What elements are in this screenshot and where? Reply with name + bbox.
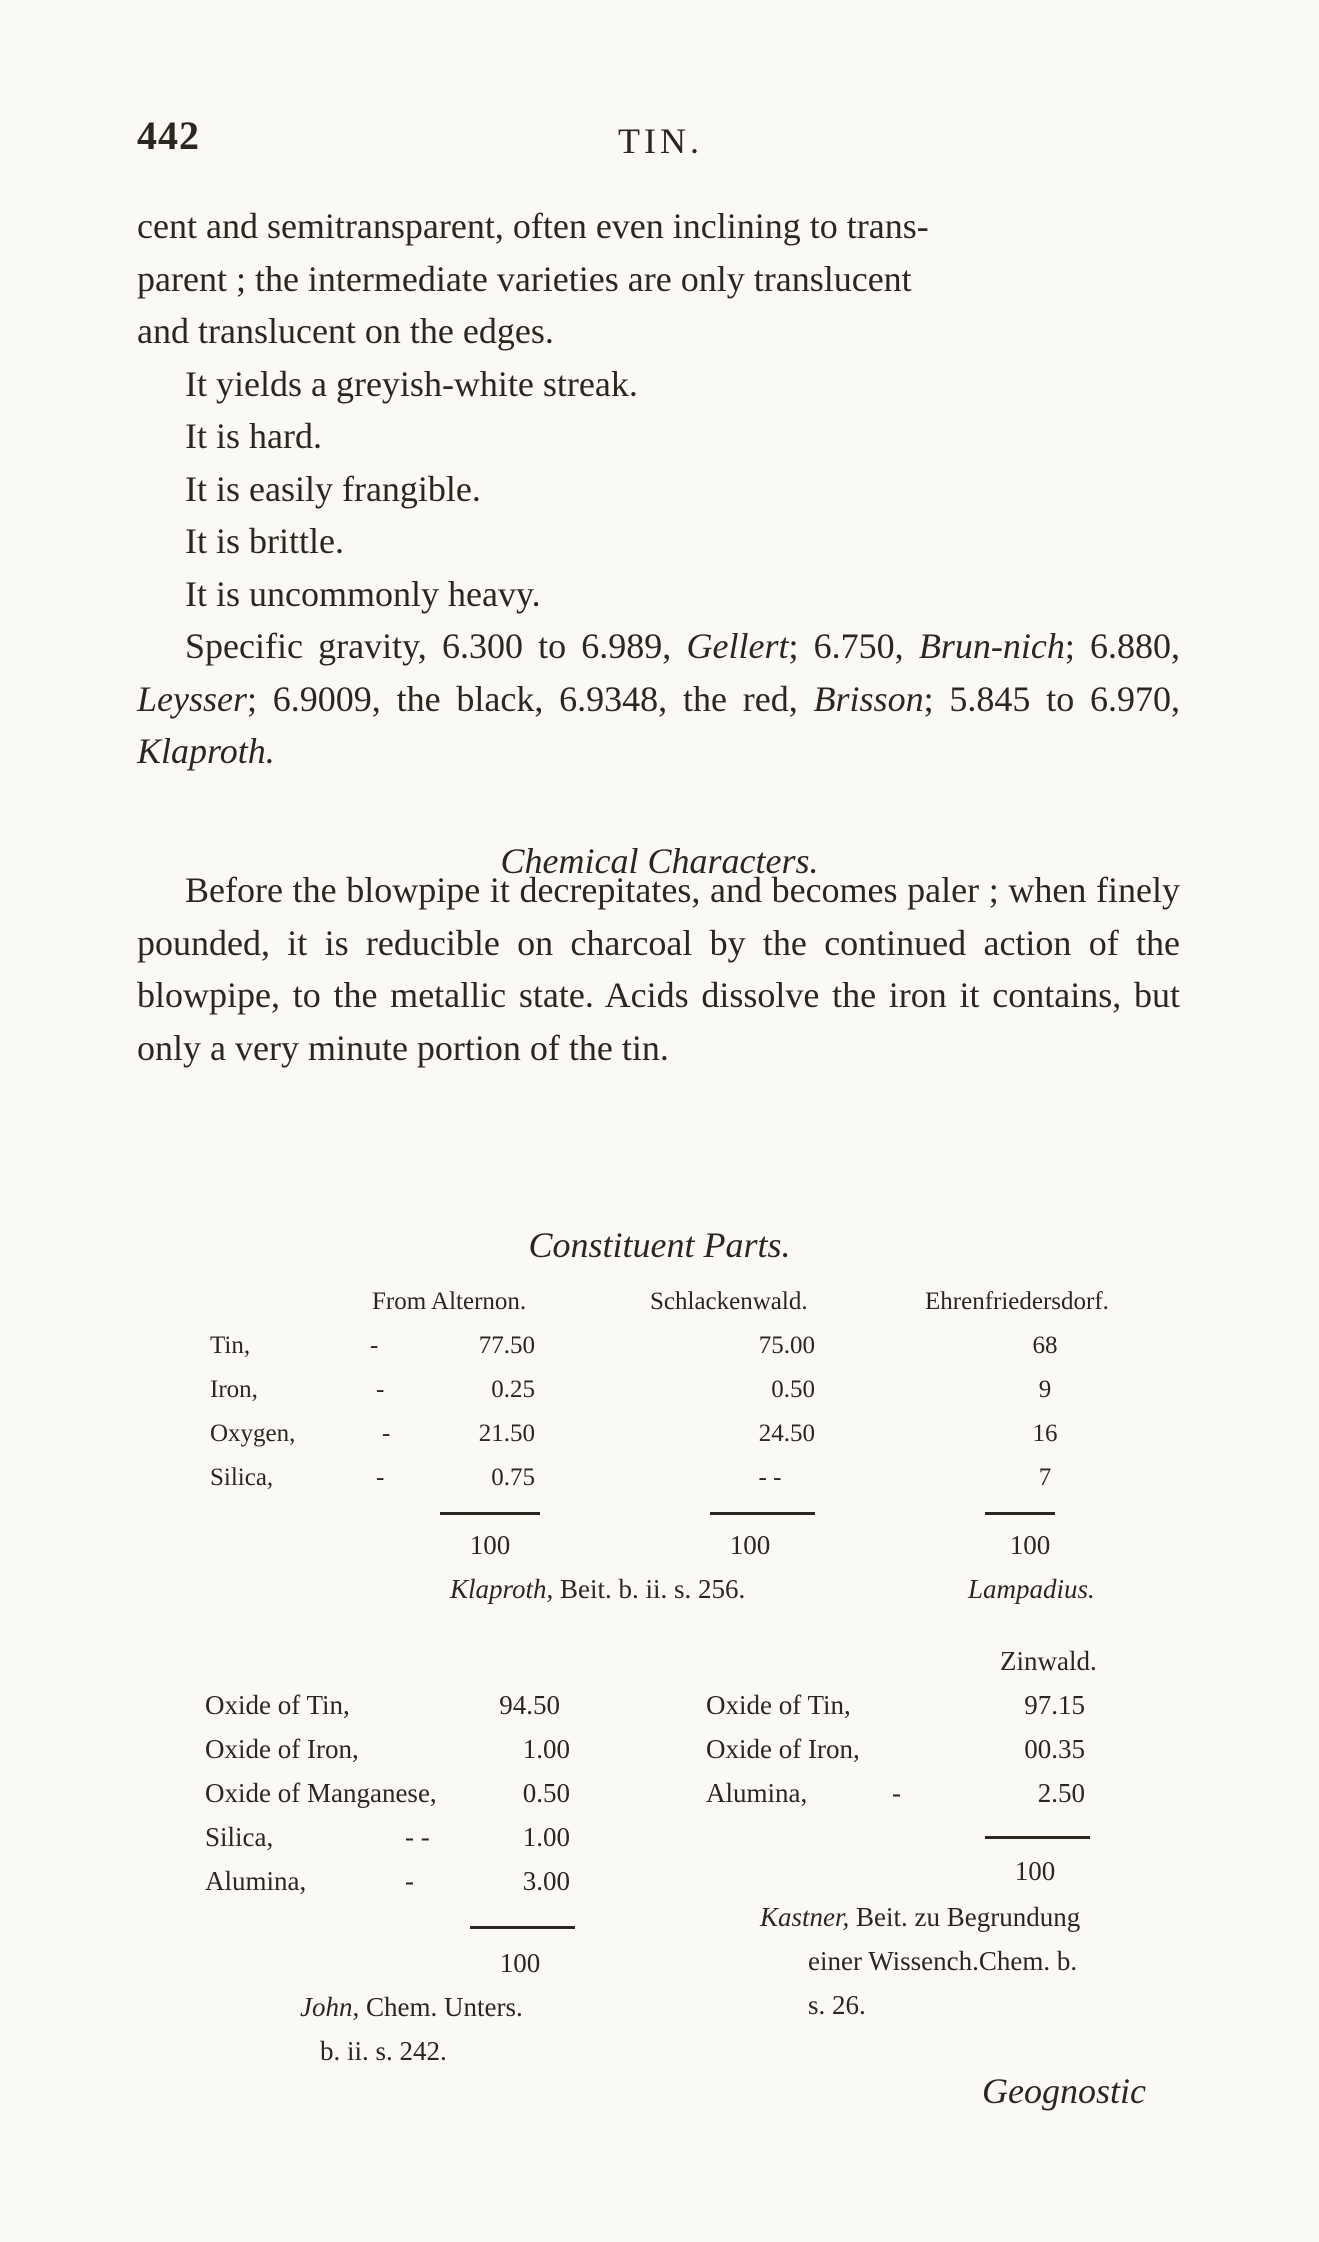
- source-author: John,: [300, 1992, 360, 2022]
- cell-value: 0.25: [491, 1376, 535, 1403]
- cell-value: 68: [1032, 1332, 1058, 1359]
- cell-value: 0.50: [522, 1778, 570, 1808]
- section-heading-constituent: Constituent Parts.: [528, 1225, 791, 1265]
- description-block: [137, 200, 1180, 778]
- source-ref: Beit. b. ii. s. 256.: [560, 1574, 746, 1604]
- row-label: Alumina,: [205, 1866, 307, 1896]
- cell-value: 0.75: [491, 1464, 535, 1491]
- source-ref: b. ii. s. 242.: [320, 2036, 447, 2066]
- cell-value: 7: [1038, 1464, 1052, 1491]
- cell-value: 77.50: [478, 1332, 535, 1359]
- row-dash: -: [376, 1376, 385, 1403]
- cell-value: 24.50: [758, 1420, 815, 1447]
- cell-value: 75.00: [758, 1332, 815, 1359]
- source-ref: Beit. zu Begrundung: [856, 1902, 1081, 1932]
- source-ref: Chem. Unters.: [365, 1992, 523, 2022]
- gravity-value: ; 5.845 to 6.970,: [923, 678, 1181, 719]
- chemical-paragraph: [137, 864, 1180, 1074]
- gravity-value: ; 6.880,: [1064, 626, 1180, 666]
- author-brisson: Brisson: [813, 678, 924, 719]
- total-rule: [985, 1512, 1055, 1515]
- cell-value: 97.15: [1024, 1690, 1085, 1720]
- property-line: It is easily frangible.: [185, 468, 481, 509]
- property-line: It is brittle.: [185, 521, 344, 561]
- cell-value: 1.00: [522, 1734, 570, 1764]
- property-line: It is hard.: [185, 416, 322, 456]
- column-header: Ehrenfriedersdorf.: [925, 1288, 1109, 1315]
- gravity-value: ; 6.750,: [788, 626, 904, 666]
- author-leysser: Leysser: [137, 678, 247, 719]
- gravity-value: ; 6.9009, the black, 6.9348, the red,: [247, 678, 798, 719]
- text-line: parent ; the intermediate varieties are only translucent: [137, 258, 912, 299]
- column-total: 100: [499, 1948, 541, 1978]
- row-label: Silica,: [205, 1822, 274, 1852]
- author-brunnich: Brun-nich: [918, 626, 1065, 666]
- table-heading-zinwald: Zinwald.: [1000, 1646, 1097, 1676]
- page-number: 442: [137, 113, 200, 158]
- row-label: Oxide of Iron,: [205, 1734, 359, 1764]
- row-label: Oxide of Tin,: [205, 1690, 350, 1720]
- cell-value: 94.50: [499, 1690, 560, 1720]
- row-dash: -: [382, 1420, 391, 1447]
- row-dash: -: [370, 1332, 379, 1359]
- section-heading-chemical: Chemical Characters.: [500, 841, 819, 881]
- source-ref: s. 26.: [808, 1990, 866, 2020]
- source-citation: [760, 1902, 1080, 1933]
- cell-value: 2.50: [1037, 1778, 1085, 1808]
- column-total: 100: [1009, 1530, 1051, 1560]
- total-rule: [470, 1926, 575, 1929]
- gravity-lead: Specific gravity, 6.300 to 6.989,: [185, 626, 672, 666]
- row-dash: -: [892, 1778, 901, 1808]
- cell-value: 16: [1032, 1420, 1058, 1447]
- text-line: cent and semitransparent, often even inclining to trans-: [137, 206, 929, 246]
- source-citation: [450, 1574, 745, 1605]
- source-citation: [300, 1992, 523, 2023]
- author-gellert: Gellert: [686, 626, 789, 666]
- source-author: Klaproth,: [450, 1574, 554, 1604]
- cell-value: - -: [758, 1464, 782, 1491]
- author-klaproth: Klaproth.: [137, 731, 275, 771]
- cell-value: 9: [1038, 1376, 1052, 1403]
- row-label: Oxygen,: [210, 1420, 296, 1447]
- cell-value: 21.50: [478, 1420, 535, 1447]
- property-line: It yields a greyish-white streak.: [185, 363, 638, 404]
- column-header: Schlackenwald.: [650, 1288, 808, 1315]
- cell-value: 0.50: [771, 1376, 815, 1403]
- row-label: Iron,: [210, 1376, 258, 1403]
- chemical-text: Before the blowpipe it decrepitates, and becomes paler ; when finely pounded, it is reducible on charcoal by the continued action of the blowpipe, to the metallic state. Acids dissolve the iron it contains, but only a very minute portion of the tin.: [137, 870, 1180, 1068]
- running-title: TIN.: [618, 121, 703, 161]
- property-line: It is uncommonly heavy.: [185, 573, 541, 614]
- specific-gravity: [137, 620, 1180, 778]
- cell-value: 00.35: [1024, 1734, 1085, 1764]
- catchword: Geognostic: [982, 2071, 1146, 2111]
- column-total: 100: [1014, 1856, 1056, 1886]
- row-label: Tin,: [210, 1332, 251, 1359]
- total-rule: [440, 1512, 540, 1515]
- row-label: Alumina,: [706, 1778, 808, 1808]
- row-label: Oxide of Manganese,: [205, 1778, 437, 1808]
- column-total: 100: [469, 1530, 511, 1560]
- cell-value: 1.00: [522, 1822, 570, 1852]
- row-label: Oxide of Tin,: [706, 1690, 851, 1720]
- source-ref: einer Wissench.Chem. b.: [808, 1946, 1078, 1976]
- row-dash: - -: [405, 1822, 430, 1852]
- row-label: Silica,: [210, 1464, 274, 1491]
- source-author: Kastner,: [760, 1902, 850, 1932]
- row-dash: -: [405, 1866, 414, 1896]
- total-rule: [710, 1512, 815, 1515]
- cell-value: 3.00: [522, 1866, 570, 1896]
- text-line: and translucent on the edges.: [137, 311, 554, 351]
- column-header: From Alternon.: [372, 1288, 527, 1315]
- total-rule: [985, 1836, 1090, 1839]
- row-dash: -: [376, 1464, 385, 1491]
- row-label: Oxide of Iron,: [706, 1734, 860, 1764]
- column-total: 100: [729, 1530, 771, 1560]
- source-author: Lampadius.: [968, 1574, 1095, 1604]
